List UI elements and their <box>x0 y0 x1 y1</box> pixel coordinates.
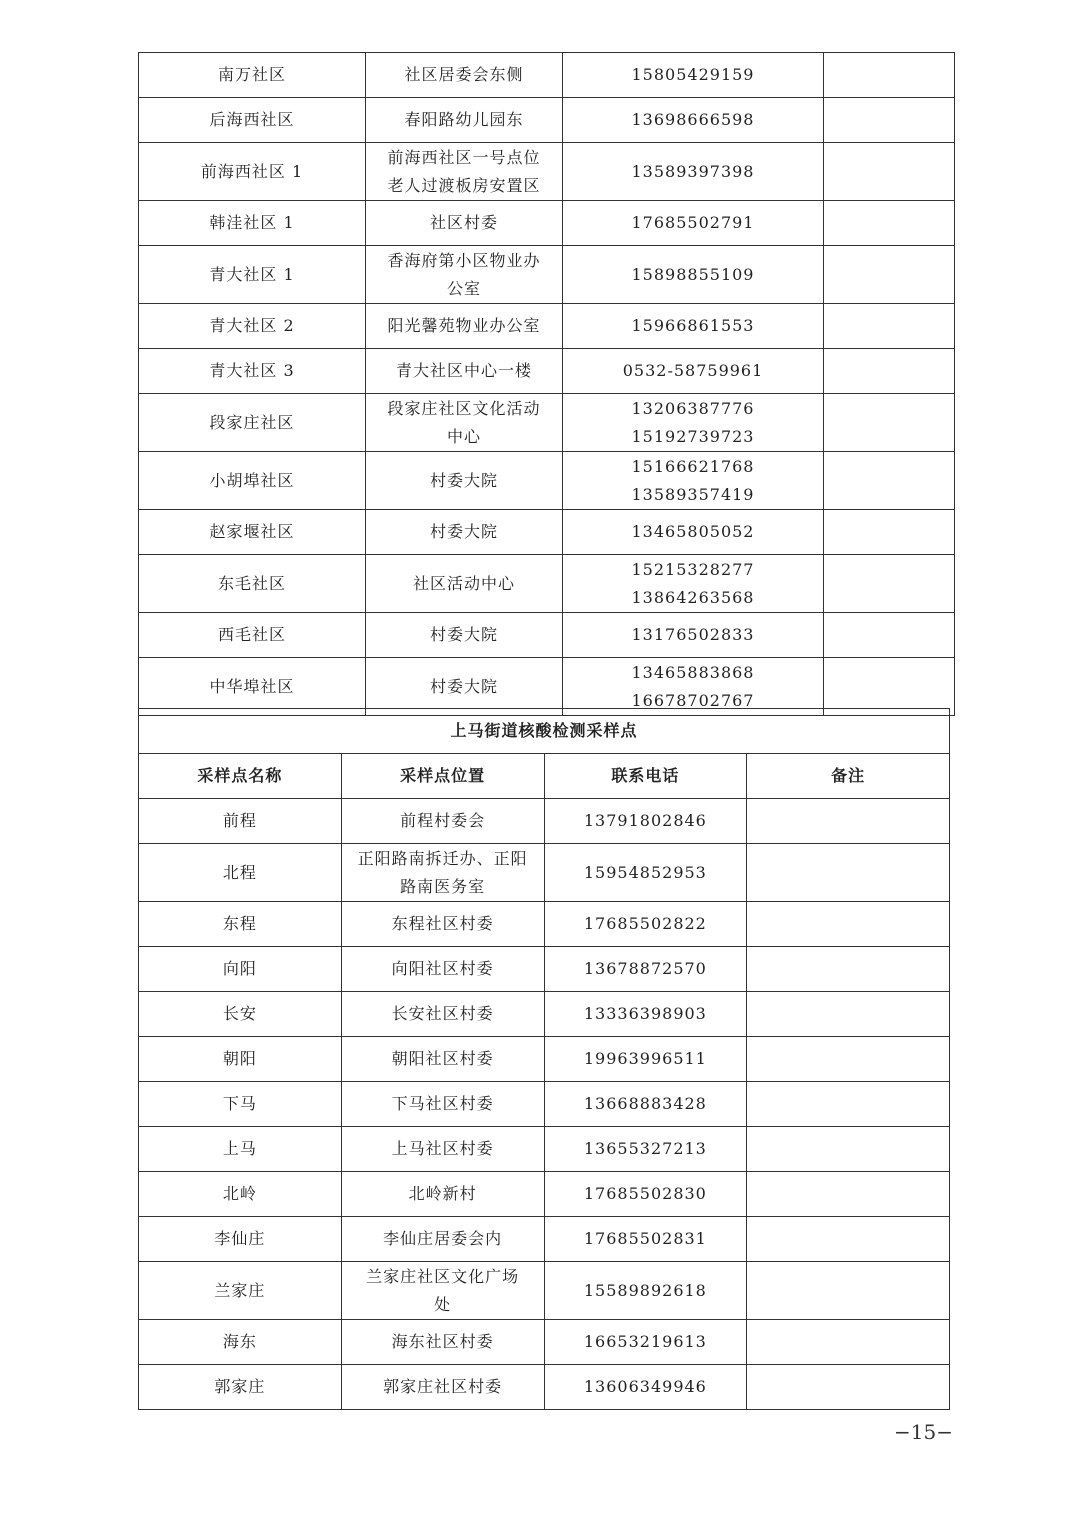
contact-phone <box>563 452 824 510</box>
site-location: 上马社区村委 <box>341 1127 544 1172</box>
page-number: −15− <box>894 1420 953 1444</box>
site-location <box>341 844 544 902</box>
note-cell <box>824 98 955 143</box>
phone-number: 15898855109 <box>631 264 755 284</box>
header-phone: 联系电话 <box>544 754 747 799</box>
contact-phone <box>563 201 824 246</box>
site-location: 社区活动中心 <box>366 555 563 613</box>
phone-number: 13465805052 <box>631 522 755 541</box>
phone-number: 16678702767 <box>631 690 755 710</box>
header-row <box>139 754 950 799</box>
contact-phone <box>544 799 747 844</box>
site-name: 长安 <box>139 992 342 1037</box>
phone-number: 17685502822 <box>583 914 707 933</box>
site-location: 村委大院 <box>366 510 563 555</box>
table-row <box>139 1037 950 1082</box>
note-cell <box>747 902 950 947</box>
site-name: 青大社区 1 <box>139 246 366 304</box>
table-row <box>139 555 955 613</box>
site-name: 韩洼社区 1 <box>139 201 366 246</box>
phone-number: 19963996511 <box>583 1049 707 1068</box>
site-name: 中华埠社区 <box>139 658 366 716</box>
table-row <box>139 1365 950 1410</box>
site-name: 青大社区 3 <box>139 349 366 394</box>
table-row <box>139 1320 950 1365</box>
note-cell <box>824 452 955 510</box>
site-name: 南万社区 <box>139 53 366 98</box>
contact-phone <box>563 143 824 201</box>
phone-number: 13589357419 <box>631 484 755 504</box>
site-location: 村委大院 <box>366 658 563 716</box>
contact-phone <box>544 902 747 947</box>
table-row <box>139 799 950 844</box>
contact-phone <box>544 1320 747 1365</box>
section-title-row <box>139 709 950 754</box>
phone-number: 13176502833 <box>631 625 755 644</box>
header-name: 采样点名称 <box>139 754 342 799</box>
phone-number: 15166621768 <box>631 456 755 476</box>
site-location: 李仙庄居委会内 <box>341 1217 544 1262</box>
table-row <box>139 201 955 246</box>
table-row <box>139 947 950 992</box>
site-name: 上马 <box>139 1127 342 1172</box>
location-line: 段家庄社区文化活动 <box>387 398 541 418</box>
site-location: 青大社区中心一楼 <box>366 349 563 394</box>
site-name: 前海西社区 1 <box>139 143 366 201</box>
table-row <box>139 902 950 947</box>
table-row <box>139 510 955 555</box>
site-location: 社区居委会东侧 <box>366 53 563 98</box>
contact-phone <box>563 555 824 613</box>
note-cell <box>824 658 955 716</box>
site-location <box>366 246 563 304</box>
site-name: 海东 <box>139 1320 342 1365</box>
contact-phone <box>563 394 824 452</box>
note-cell <box>747 992 950 1037</box>
phone-number: 13791802846 <box>583 811 707 830</box>
note-cell <box>824 304 955 349</box>
table-row <box>139 1262 950 1320</box>
site-location: 下马社区村委 <box>341 1082 544 1127</box>
phone-number: 15215328277 <box>631 559 755 579</box>
site-location <box>341 1262 544 1320</box>
site-name: 东毛社区 <box>139 555 366 613</box>
table-row <box>139 246 955 304</box>
phone-number: 13668883428 <box>583 1094 707 1113</box>
site-location: 朝阳社区村委 <box>341 1037 544 1082</box>
header-location: 采样点位置 <box>341 754 544 799</box>
table-row <box>139 844 950 902</box>
table-row <box>139 304 955 349</box>
location-line: 前海西社区一号点位 <box>387 147 541 167</box>
phone-number: 13589397398 <box>631 161 755 181</box>
phone-number: 13606349946 <box>583 1377 707 1396</box>
phone-number: 13465883868 <box>631 662 755 682</box>
table-row <box>139 1082 950 1127</box>
note-cell <box>824 613 955 658</box>
site-location: 海东社区村委 <box>341 1320 544 1365</box>
contact-phone <box>544 844 747 902</box>
site-location <box>366 143 563 201</box>
site-location <box>366 394 563 452</box>
location-line: 香海府第小区物业办 <box>387 250 541 270</box>
table-row <box>139 98 955 143</box>
phone-number: 17685502791 <box>631 213 755 232</box>
phone-number: 13336398903 <box>583 1004 707 1023</box>
contact-phone <box>544 1262 747 1320</box>
table-body <box>139 53 955 716</box>
site-location: 长安社区村委 <box>341 992 544 1037</box>
location-line: 正阳路南拆迁办、正阳 <box>357 848 528 868</box>
table-row <box>139 53 955 98</box>
contact-phone <box>563 246 824 304</box>
table-row <box>139 658 955 716</box>
site-name: 前程 <box>139 799 342 844</box>
table-row <box>139 1127 950 1172</box>
note-cell <box>747 1217 950 1262</box>
table-row <box>139 143 955 201</box>
site-location: 春阳路幼儿园东 <box>366 98 563 143</box>
table-row <box>139 452 955 510</box>
note-cell <box>824 246 955 304</box>
note-cell <box>747 1262 950 1320</box>
note-cell <box>747 1320 950 1365</box>
phone-number: 15966861553 <box>631 316 755 335</box>
contact-phone <box>544 1037 747 1082</box>
contact-phone <box>544 1127 747 1172</box>
phone-number: 0532-58759961 <box>622 361 764 380</box>
table-row <box>139 1217 950 1262</box>
table-row <box>139 394 955 452</box>
site-name: 段家庄社区 <box>139 394 366 452</box>
note-cell <box>747 844 950 902</box>
site-name: 向阳 <box>139 947 342 992</box>
site-name: 西毛社区 <box>139 613 366 658</box>
note-cell <box>747 1365 950 1410</box>
phone-number: 16653219613 <box>583 1332 707 1351</box>
site-name: 东程 <box>139 902 342 947</box>
note-cell <box>747 1172 950 1217</box>
table-body <box>139 709 950 1410</box>
phone-number: 17685502831 <box>583 1229 707 1248</box>
site-name: 后海西社区 <box>139 98 366 143</box>
site-location: 阳光馨苑物业办公室 <box>366 304 563 349</box>
note-cell <box>824 201 955 246</box>
note-cell <box>824 53 955 98</box>
site-name: 郭家庄 <box>139 1365 342 1410</box>
phone-number: 15805429159 <box>631 65 755 84</box>
table-row <box>139 1172 950 1217</box>
phone-number: 15589892618 <box>583 1280 707 1300</box>
contact-phone <box>544 1082 747 1127</box>
site-location: 北岭新村 <box>341 1172 544 1217</box>
location-line: 老人过渡板房安置区 <box>387 175 541 195</box>
note-cell <box>747 799 950 844</box>
site-name: 小胡埠社区 <box>139 452 366 510</box>
contact-phone <box>544 1217 747 1262</box>
note-cell <box>824 143 955 201</box>
phone-number: 13698666598 <box>631 110 755 129</box>
table-row <box>139 349 955 394</box>
contact-phone <box>544 947 747 992</box>
table-row <box>139 613 955 658</box>
phone-number: 15192739723 <box>631 426 755 446</box>
site-name: 朝阳 <box>139 1037 342 1082</box>
phone-number: 15954852953 <box>583 862 707 882</box>
phone-number: 13206387776 <box>631 398 755 418</box>
site-location: 村委大院 <box>366 452 563 510</box>
contact-phone <box>563 658 824 716</box>
contact-phone <box>563 613 824 658</box>
site-name: 李仙庄 <box>139 1217 342 1262</box>
table-row <box>139 992 950 1037</box>
contact-phone <box>563 349 824 394</box>
section-title: 上马街道核酸检测采样点 <box>139 709 950 754</box>
site-location: 郭家庄社区村委 <box>341 1365 544 1410</box>
phone-number: 13864263568 <box>631 587 755 607</box>
site-name: 下马 <box>139 1082 342 1127</box>
contact-phone <box>563 510 824 555</box>
contact-phone <box>544 992 747 1037</box>
location-line: 公室 <box>446 278 481 298</box>
site-location: 村委大院 <box>366 613 563 658</box>
site-name: 北程 <box>139 844 342 902</box>
site-location: 向阳社区村委 <box>341 947 544 992</box>
contact-phone <box>544 1365 747 1410</box>
note-cell <box>747 947 950 992</box>
site-location: 社区村委 <box>366 201 563 246</box>
note-cell <box>824 349 955 394</box>
location-line: 路南医务室 <box>400 876 486 896</box>
site-location: 前程村委会 <box>341 799 544 844</box>
site-name: 北岭 <box>139 1172 342 1217</box>
site-location: 东程社区村委 <box>341 902 544 947</box>
location-line: 处 <box>434 1294 452 1314</box>
note-cell <box>747 1082 950 1127</box>
contact-phone <box>563 98 824 143</box>
sampling-table-continued <box>138 52 955 716</box>
contact-phone <box>544 1172 747 1217</box>
shangma-sampling-table <box>138 708 950 1410</box>
phone-number: 13655327213 <box>583 1139 707 1158</box>
location-line: 中心 <box>446 426 481 446</box>
note-cell <box>747 1127 950 1172</box>
note-cell <box>747 1037 950 1082</box>
site-name: 赵家堰社区 <box>139 510 366 555</box>
contact-phone <box>563 304 824 349</box>
phone-number: 13678872570 <box>583 959 707 978</box>
header-note: 备注 <box>747 754 950 799</box>
location-line: 兰家庄社区文化广场 <box>366 1266 520 1286</box>
contact-phone <box>563 53 824 98</box>
site-name: 兰家庄 <box>139 1262 342 1320</box>
note-cell <box>824 510 955 555</box>
note-cell <box>824 394 955 452</box>
site-name: 青大社区 2 <box>139 304 366 349</box>
note-cell <box>824 555 955 613</box>
phone-number: 17685502830 <box>583 1184 707 1203</box>
